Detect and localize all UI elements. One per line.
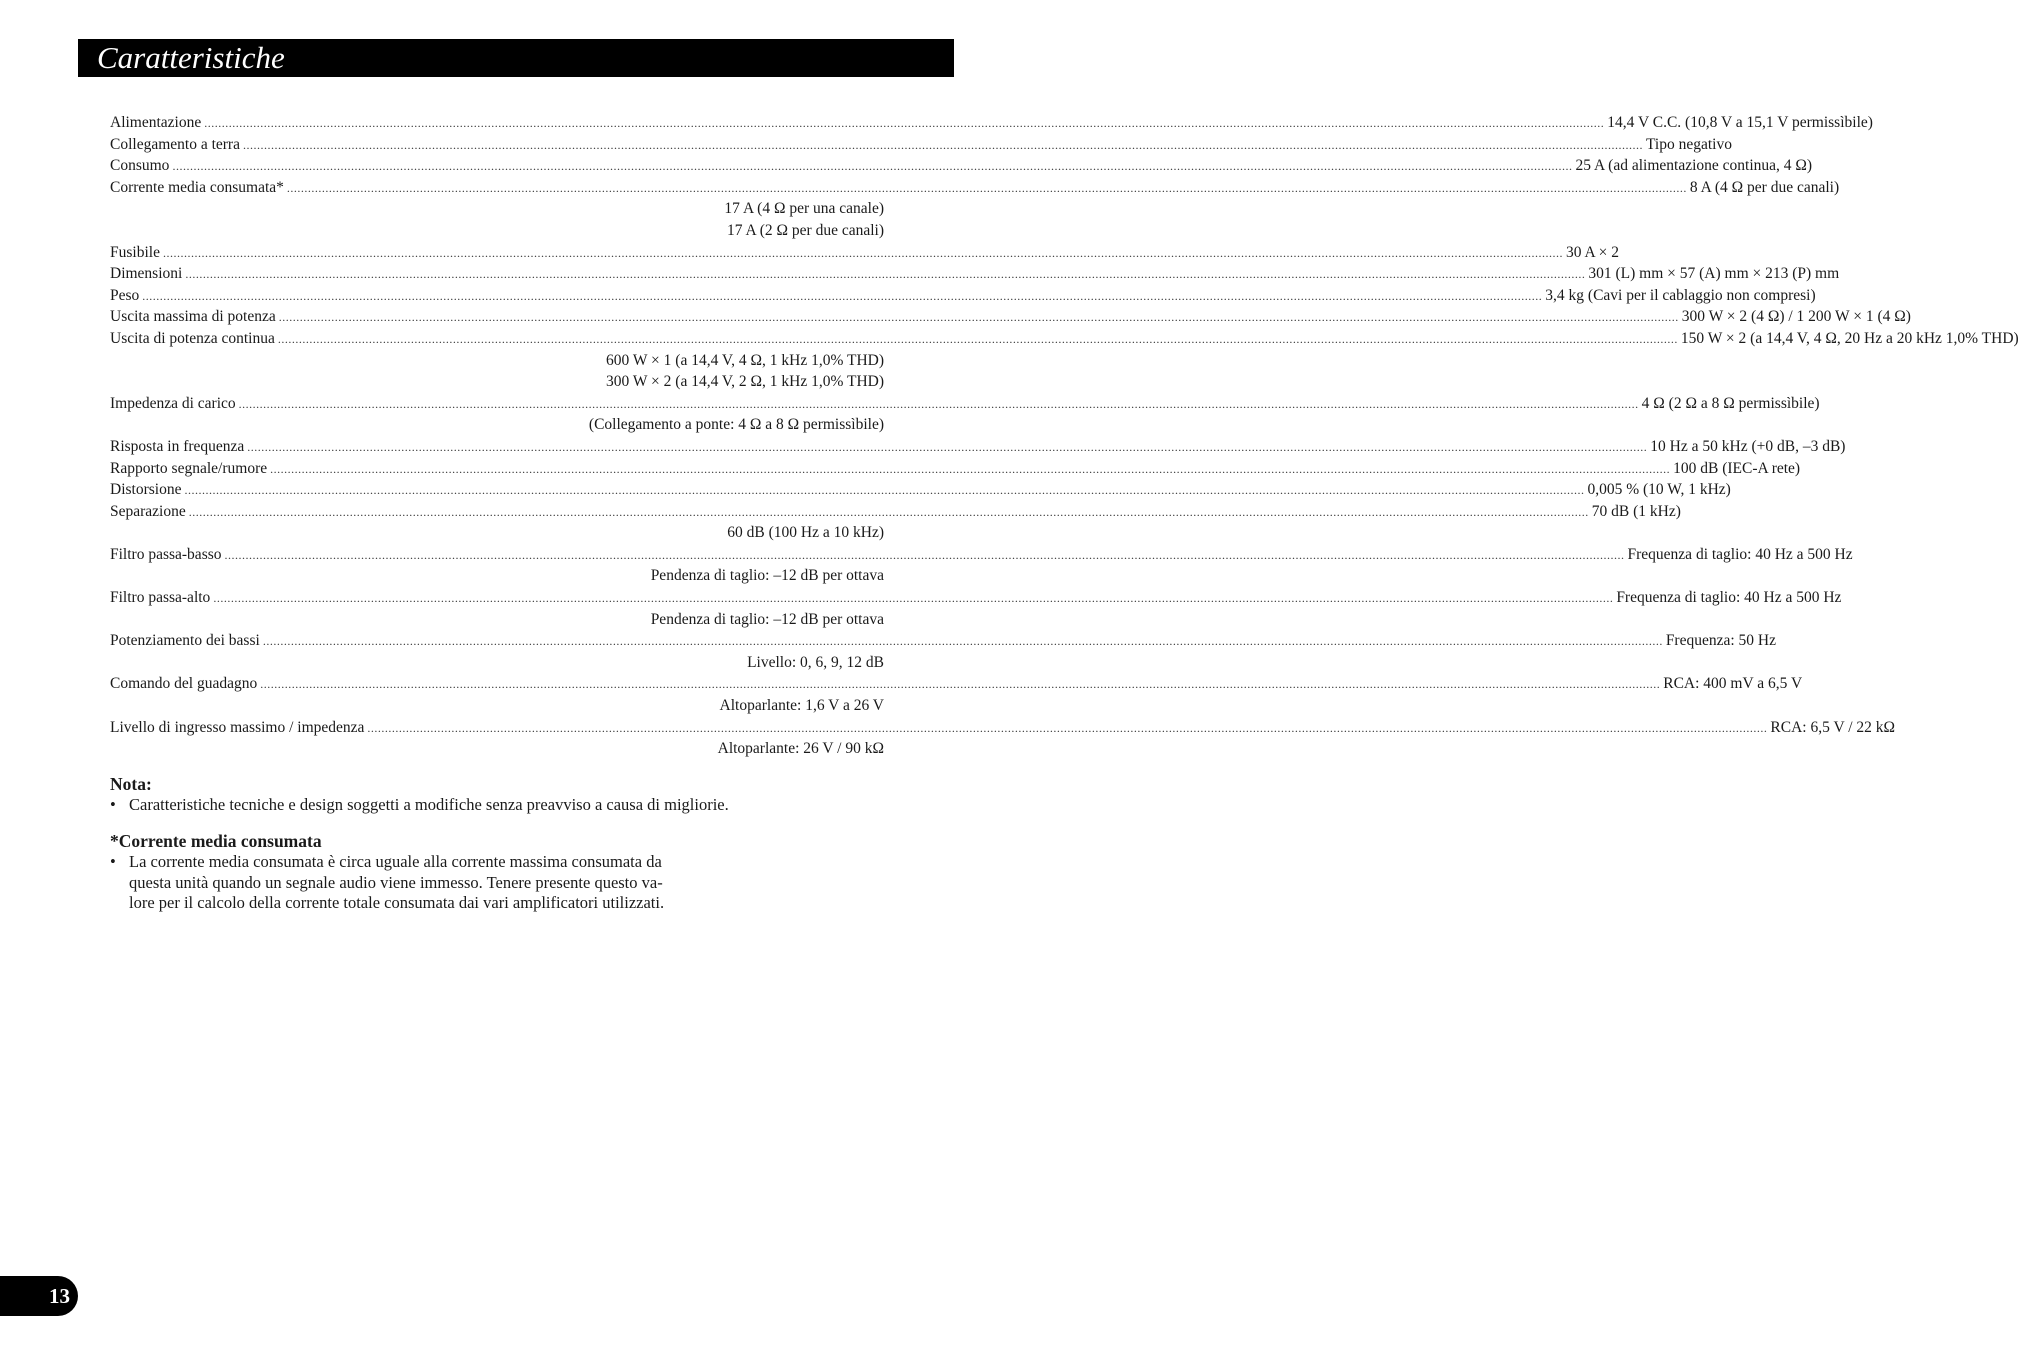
spec-value: 150 W × 2 (a 14,4 V, 4 Ω, 20 Hz a 20 kHz 1,0% THD) [1680,329,2019,347]
dot-leader: ................................................................................................................................................................................................................................................................................................................................................................................................................ [270,461,1671,476]
dot-leader: ................................................................................................................................................................................................................................................................................................................................................................................................................ [286,180,1687,195]
spec-label: Dimensioni [110,265,183,283]
dot-leader: ................................................................................................................................................................................................................................................................................................................................................................................................................ [142,288,1543,303]
dot-leader: ................................................................................................................................................................................................................................................................................................................................................................................................................ [184,483,1585,498]
spec-value: RCA: 400 mV a 6,5 V [1663,675,1803,693]
spec-value: 30 A × 2 [1565,243,1620,261]
spec-label: Risposta in frequenza [110,437,245,455]
spec-label: Fusibile [110,243,160,261]
spec-value-continued: Livello: 0, 6, 9, 12 dB [747,653,884,671]
spec-row [110,155,1813,177]
spec-label: Corrente media consumata* [110,178,284,196]
dot-leader: ................................................................................................................................................................................................................................................................................................................................................................................................................ [242,137,1643,152]
spec-row [110,717,1896,739]
spec-value: 4 Ω (2 Ω a 8 Ω permissìbile) [1641,394,1820,412]
spec-value: Frequenza di taglio: 40 Hz a 500 Hz [1616,589,1842,607]
bullet-mark: • [110,795,116,814]
spec-row [110,328,2019,350]
current-note-heading: *Corrente media consumata [110,831,322,851]
dot-leader: ................................................................................................................................................................................................................................................................................................................................................................................................................ [262,634,1663,649]
spec-label: Peso [110,286,140,304]
spec-row [110,242,1620,264]
page-title: Caratteristiche [97,40,285,75]
dot-leader: ................................................................................................................................................................................................................................................................................................................................................................................................................ [162,245,1563,260]
spec-row [110,263,1840,285]
spec-row [110,134,1732,156]
spec-row [110,630,1776,652]
dot-leader: ................................................................................................................................................................................................................................................................................................................................................................................................................ [213,591,1614,606]
spec-value-continued: 60 dB (100 Hz a 10 kHz) [727,524,884,542]
spec-value: 8 A (4 Ω per due canali) [1689,178,1840,196]
spec-label: Livello di ingresso massimo / impedenza [110,718,365,736]
spec-value-continued: Pendenza di taglio: –12 dB per ottava [650,610,884,628]
spec-value-continued: Pendenza di taglio: –12 dB per ottava [650,567,884,585]
spec-label: Collegamento a terra [110,135,240,153]
spec-value: RCA: 6,5 V / 22 kΩ [1770,718,1896,736]
spec-value: 14,4 V C.C. (10,8 V a 15,1 V permissìbile) [1607,114,1873,131]
spec-value-continued: Altoparlante: 26 V / 90 kΩ [717,740,884,758]
spec-label: Separazione [110,502,186,520]
spec-row [110,673,1803,695]
specifications-list [110,112,2019,760]
spec-row [110,458,1801,480]
current-note-section [110,830,890,914]
spec-value: 10 Hz a 50 kHz (+0 dB, –3 dB) [1650,437,1846,455]
spec-label: Comando del guadagno [110,675,258,693]
spec-label: Distorsione [110,481,182,499]
dot-leader: ................................................................................................................................................................................................................................................................................................................................................................................................................ [367,720,1768,735]
dot-leader: ................................................................................................................................................................................................................................................................................................................................................................................................................ [260,677,1661,692]
spec-value: 3,4 kg (Cavi per il cablaggio non compresi) [1545,286,1816,304]
note-heading: Nota: [110,774,152,794]
spec-label: Uscita di potenza continua [110,329,275,347]
dot-leader: ................................................................................................................................................................................................................................................................................................................................................................................................................ [278,310,1679,325]
spec-label: Filtro passa-basso [110,545,222,563]
spec-row [110,587,1842,609]
spec-value: 70 dB (1 kHz) [1591,502,1681,520]
dot-leader: ................................................................................................................................................................................................................................................................................................................................................................................................................ [238,396,1639,411]
dot-leader: ................................................................................................................................................................................................................................................................................................................................................................................................................ [204,116,1605,130]
spec-row [110,177,1840,199]
spec-row [110,393,1820,415]
spec-row [110,544,1853,566]
spec-label: Filtro passa-alto [110,589,211,607]
spec-label: Impedenza di carico [110,394,236,412]
spec-value: Frequenza: 50 Hz [1665,632,1776,650]
bullet-mark: • [110,852,116,871]
current-note-bullet-item [110,852,890,914]
spec-row [110,501,1681,523]
spec-value: 300 W × 2 (4 Ω) / 1 200 W × 1 (4 Ω) [1681,308,1911,326]
spec-row [110,306,1911,328]
spec-row [110,285,1816,307]
spec-label: Uscita massima di potenza [110,308,276,326]
dot-leader: ................................................................................................................................................................................................................................................................................................................................................................................................................ [188,504,1589,519]
spec-value: 25 A (ad alimentazione continua, 4 Ω) [1575,157,1813,175]
spec-value-continued: 17 A (2 Ω per due canali) [727,221,884,239]
spec-value-continued: 300 W × 2 (a 14,4 V, 2 Ω, 1 kHz 1,0% THD) [605,373,884,391]
spec-label: Consumo [110,157,170,175]
spec-value: Frequenza di taglio: 40 Hz a 500 Hz [1627,545,1853,563]
dot-leader: ................................................................................................................................................................................................................................................................................................................................................................................................................ [185,267,1586,282]
header-bar [78,39,954,77]
dot-leader: ................................................................................................................................................................................................................................................................................................................................................................................................................ [247,439,1648,454]
spec-value-continued: 17 A (4 Ω per una canale) [724,200,884,218]
dot-leader: ................................................................................................................................................................................................................................................................................................................................................................................................................ [224,547,1625,562]
spec-value-continued: 600 W × 1 (a 14,4 V, 4 Ω, 1 kHz 1,0% THD) [605,351,884,369]
current-note-text-line: La corrente media consumata è circa uguale alla corrente massima consumata da [129,852,662,871]
spec-label: Potenziamento dei bassi [110,632,260,650]
current-note-text-line: questa unità quando un segnale audio viene immesso. Tenere presente questo va- [129,872,663,892]
note-bullet-item [110,795,890,816]
spec-value: 100 dB (IEC-A rete) [1673,459,1801,477]
spec-row [110,436,1846,458]
page-number: 13 [49,1284,70,1308]
dot-leader: ................................................................................................................................................................................................................................................................................................................................................................................................................ [277,331,1678,346]
spec-label: Alimentazione [110,114,202,131]
spec-value: Tipo negativo [1645,135,1732,153]
spec-value-continued: (Collegamento a ponte: 4 Ω a 8 Ω permissìbile) [588,416,884,434]
spec-label: Rapporto segnale/rumore [110,459,268,477]
note-text-line: Caratteristiche tecniche e design soggetti a modifiche senza preavviso a causa di migliorie. [129,795,729,814]
spec-value-continued: Altoparlante: 1,6 V a 26 V [719,697,884,715]
dot-leader: ................................................................................................................................................................................................................................................................................................................................................................................................................ [172,159,1573,174]
spec-value: 301 (L) mm × 57 (A) mm × 213 (P) mm [1588,265,1840,283]
spec-row [110,112,1873,134]
current-note-text-line: lore per il calcolo della corrente totale consumata dai vari amplificatori utilizzati. [129,893,665,912]
note-section [110,773,890,816]
spec-value: 0,005 % (10 W, 1 kHz) [1587,481,1731,499]
page-number-tab [0,1276,78,1316]
spec-row [110,479,1731,501]
